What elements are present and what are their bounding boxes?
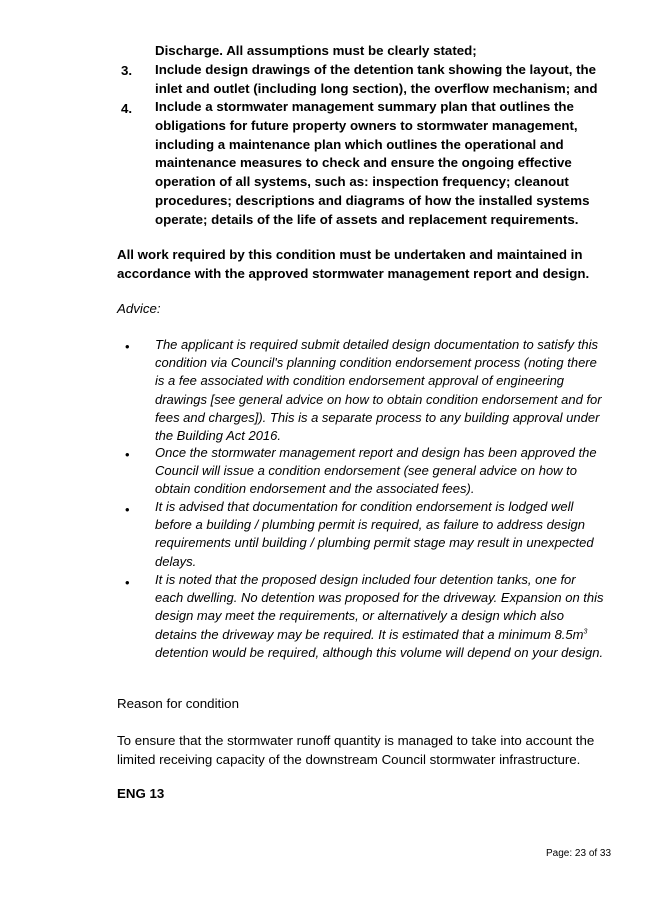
- advice-bullet-3: It is advised that documentation for condition endorsement is lodged well before a building / plumbing permit is required, as failure to address design requirements until building / plumbing permit stage may result in unexpected delays.: [155, 499, 594, 569]
- condition-statement: All work required by this condition must be undertaken and maintained in accordance with the approved stormwater management report and design.: [117, 247, 590, 281]
- list-item-text: Include design drawings of the detention tank showing the layout, the inlet and outlet (including long section), the overflow mechanism; and: [155, 62, 598, 96]
- superscript-3: 3: [583, 628, 588, 636]
- section-heading-eng13: ENG 13: [117, 786, 165, 801]
- reason-heading: Reason for condition: [117, 696, 239, 711]
- reason-text: To ensure that the stormwater runoff quantity is managed to take into account the limited receiving capacity of the downstream Council stormwater infrastructure.: [117, 733, 595, 767]
- list-item-text: Include a stormwater management summary plan that outlines the obligations for future property owners to stormwater management, including a maintenance plan which outlines the operational and maintenance measures to check and ensure the ongoing effective operation of all systems, such as: inspection frequency; cleanout procedures; descriptions and diagrams of how the installed systems operate; details of the life of assets and replacement requirements.: [155, 99, 590, 227]
- page-number: Page: 23 of 33: [546, 848, 612, 859]
- advice-bullet-2: Once the stormwater management report and design has been approved the Council will issue a condition endorsement (see general advice on how to obtain condition endorsement and the associated fees).: [155, 445, 597, 497]
- bullet-4-text: It is noted that the proposed design included four detention tanks, one for each dwelling. No detention was proposed for the driveway. Expansion on this design may meet the requirements, or alternatively a design which also detains the driveway may be required. It is estimated that a minimum 8.5m: [155, 572, 604, 642]
- advice-bullet-1: The applicant is required submit detailed design documentation to satisfy this condition via Council's planning condition endorsement process (noting there is a fee associated with condition endorsement approval of engineering drawings [see general advice on how to obtain condition endorsement and for fees and charges]). This is a separate process to any building approval under the Building Act 2016.: [155, 337, 602, 444]
- bullet-4-tail: detention would be required, although this volume will depend on your design.: [155, 644, 604, 660]
- bullet-glyph: •: [125, 339, 130, 354]
- list-item-number: 4.: [121, 101, 133, 116]
- list-continuation: Discharge. All assumptions must be clearly stated;: [155, 43, 477, 58]
- bullet-glyph: •: [125, 447, 130, 462]
- advice-heading: Advice:: [117, 301, 161, 316]
- advice-bullet-4: [155, 571, 605, 662]
- list-item-number: 3.: [121, 63, 133, 78]
- bullet-glyph: •: [125, 575, 130, 590]
- bullet-glyph: •: [125, 502, 130, 517]
